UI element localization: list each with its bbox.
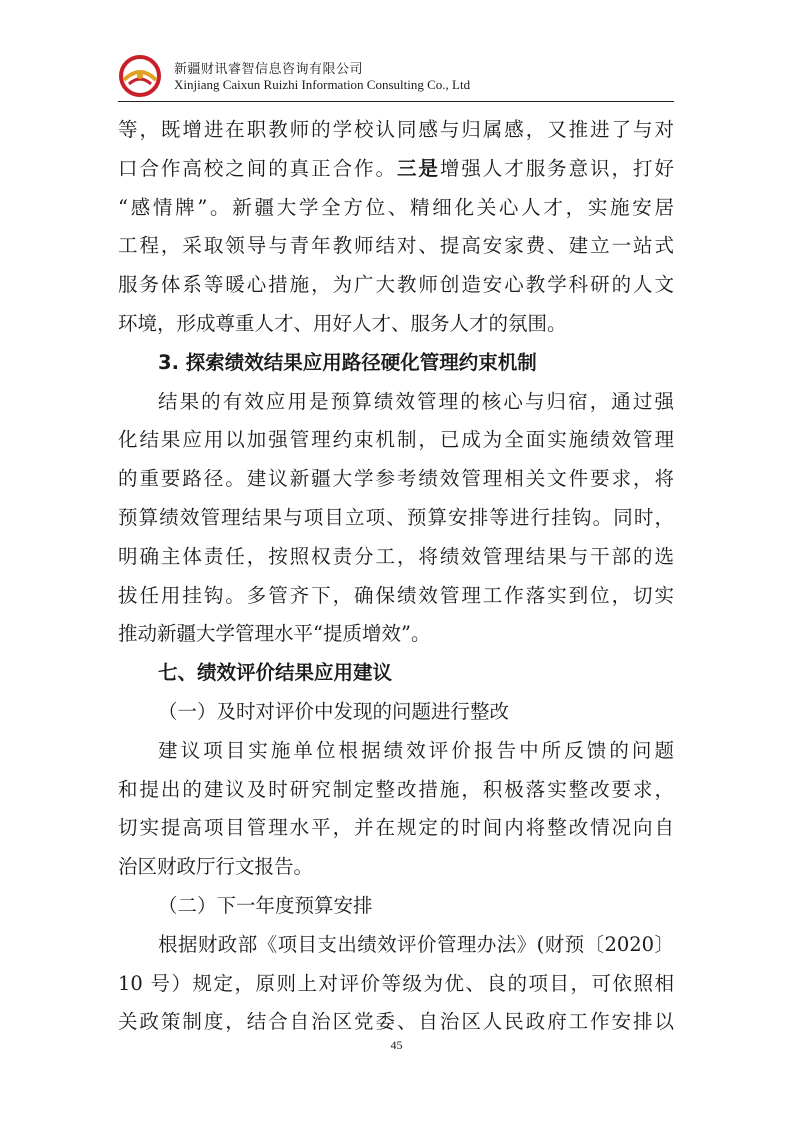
paragraph-talent-service [118, 111, 674, 344]
text-line: 的重要路径。建议新疆大学参考绩效管理相关文件要求，将 [118, 467, 674, 491]
document-body [118, 111, 674, 1042]
text-line: 治区财政厅行文报告。 [118, 855, 314, 879]
text-line: 环境，形成尊重人才、用好人才、服务人才的氛围。 [118, 311, 567, 335]
text-line: 和提出的建议及时研究制定整改措施，积极落实整改要求， [118, 777, 674, 801]
text-line [118, 150, 674, 189]
paragraph-rectification [118, 732, 674, 887]
text-line: 结果的有效应用是预算绩效管理的核心与归宿，通过强 [158, 389, 674, 413]
section-heading-7: 七、绩效评价结果应用建议 [158, 661, 393, 685]
text-line: 10 号）规定，原则上对评价等级为优、良的项目，可依照相 [118, 971, 674, 995]
text-run: 口合作高校之间的真正合作。 [118, 156, 397, 180]
company-name-en: Xinjiang Caixun Ruizhi Information Consulting Co., Ltd [174, 77, 471, 92]
company-name-cn: 新疆财讯睿智信息咨询有限公司 [174, 62, 364, 77]
text-line: 明确主体责任，按照权责分工，将绩效管理结果与干部的选 [118, 544, 674, 568]
text-line: 化结果应用以加强管理约束机制，已成为全面实施绩效管理 [118, 428, 674, 452]
text-line: 工程，采取领导与青年教师结对、提高安家费、建立一站式 [118, 234, 674, 258]
text-line: “感情牌”。新疆大学全方位、精细化关心人才，实施安居 [118, 195, 674, 219]
text-line: 关政策制度，结合自治区党委、自治区人民政府工作安排以 [118, 1010, 674, 1034]
page-header [118, 52, 674, 100]
company-logo-icon [118, 54, 162, 98]
subsection-heading-1: （一）及时对评价中发现的问题进行整改 [158, 699, 510, 723]
text-run: 增强人才服务意识，打好 [439, 156, 674, 180]
text-line: 切实提高项目管理水平，并在规定的时间内将整改情况向自 [118, 816, 674, 840]
paragraph-results-application [118, 383, 674, 655]
text-line: 根据财政部《项目支出绩效评价管理办法》(财预〔2020〕 [158, 932, 674, 956]
text-line: 预算绩效管理结果与项目立项、预算安排等进行挂钩。同时， [118, 505, 674, 529]
text-line: 推动新疆大学管理水平“提质增效”。 [118, 622, 431, 646]
text-line: 等，既增进在职教师的学校认同感与归属感，又推进了与对 [118, 118, 674, 141]
text-line: 建议项目实施单位根据绩效评价报告中所反馈的问题 [158, 738, 674, 762]
text-line: 服务体系等暖心措施，为广大教师创造安心教学科研的人文 [118, 273, 674, 297]
section-heading-3: 3. 探索绩效结果应用路径硬化管理约束机制 [158, 350, 537, 374]
text-line: 拔任用挂钩。多管齐下，确保绩效管理工作落实到位，切实 [118, 583, 674, 607]
header-divider [118, 101, 674, 102]
subsection-heading-2: （二）下一年度预算安排 [158, 893, 373, 917]
page-number: 45 [390, 1038, 403, 1052]
bold-lead: 三是 [396, 156, 440, 180]
paragraph-budget [118, 926, 674, 1042]
